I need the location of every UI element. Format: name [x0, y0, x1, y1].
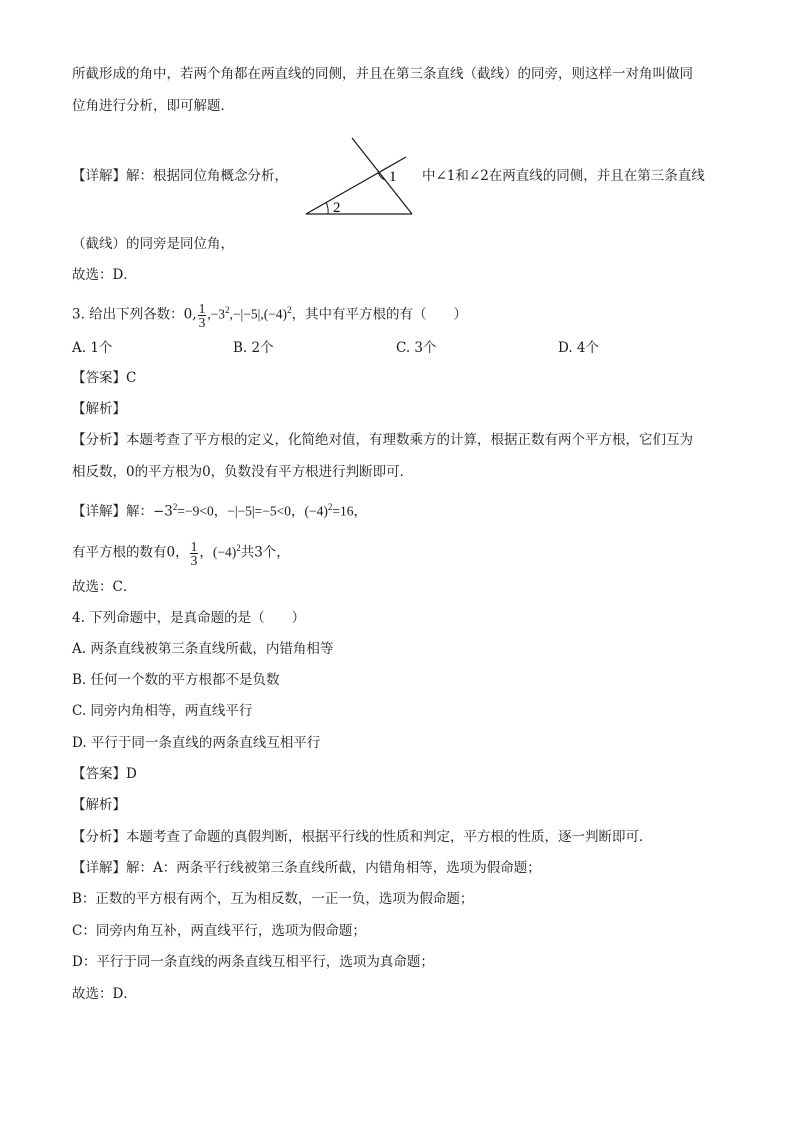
figure-transversal-line: [352, 138, 412, 214]
q3-frac-den: 3: [198, 314, 206, 330]
q3-detail2-mid: ，(−4): [199, 544, 237, 560]
q3-detail-b-sq: 2: [327, 502, 333, 512]
q3-detail2-den: 3: [190, 552, 198, 568]
figure-slant-line: [306, 157, 406, 214]
q4-option-a: A. 两条直线被第三条直线所截，内错角相等: [72, 641, 334, 657]
angle-2-label: 2: [333, 200, 341, 216]
q3-detail2-num: 1: [190, 538, 198, 554]
q3-detail-a-sq: 2: [172, 502, 178, 512]
q3-detail-line-2: [72, 538, 290, 567]
q3-frac-num: 1: [198, 300, 206, 316]
q3-stem-suffix: ，其中有平方根的有（ ）: [291, 306, 468, 323]
q3-stem-items: ,−3: [207, 306, 226, 322]
q4-detail-line-1: 【详解】解：A：两条平行线被第三条直线所截，内错角相等，选项为假命题；: [72, 860, 541, 876]
q4-answer: 【答案】D: [72, 766, 137, 782]
q2-choose: 故选：D．: [72, 267, 137, 283]
q3-detail-c: =16，: [332, 503, 367, 519]
q3-detail-a: 【详解】解：−3: [72, 503, 173, 520]
q4-option-c: C. 同旁内角相等，两直线平行: [72, 703, 253, 719]
q4-stem: 4. 下列命题中，是真命题的是（ ）: [72, 610, 306, 626]
q4-option-d: D. 平行于同一条直线的两条直线互相平行: [72, 735, 321, 751]
q3-detail-line-1: [72, 497, 367, 522]
angle-figure: [300, 132, 420, 220]
q3-detail2-fraction: [190, 540, 199, 567]
angle-2-arc: [326, 202, 328, 214]
q2-detail-suffix: 中∠1和∠2在两直线的同侧，并且在第三条直线: [422, 168, 705, 184]
q3-stem-abs: ,−|−5|,(−4): [229, 306, 288, 322]
q2-detail-prefix: 【详解】解：根据同位角概念分析，: [72, 168, 288, 184]
q3-stem-sq: 2: [225, 305, 230, 315]
q3-stem: [72, 300, 467, 329]
q4-detail-line-4: D：平行于同一条直线的两条直线互相平行，选项为真命题；: [72, 954, 434, 970]
q3-choose: 故选：C．: [72, 579, 137, 595]
q3-stem-prefix: 3. 给出下列各数：0,: [72, 306, 197, 323]
q3-answer: 【答案】C: [72, 370, 137, 386]
q3-detail-b: =−9<0，−|−5|=−5<0，(−4): [177, 503, 328, 519]
intro-line-1: 所截形成的角中，若两个角都在两直线的同侧，并且在第三条直线（截线）的同旁，则这样一对角叫做同: [72, 66, 693, 82]
q4-analysis: 【分析】本题考查了命题的真假判断，根据平行线的性质和判定，平方根的性质，逐一判断即可．: [72, 829, 653, 845]
q3-analysis-line-1: 【分析】本题考查了平方根的定义，化简绝对值，有理数乘方的计算，根据正数有两个平方根，它们互为: [72, 432, 693, 448]
q4-option-b: B. 任何一个数的平方根都不是负数: [72, 672, 280, 688]
q3-detail2-suffix: 共3个，: [240, 544, 290, 561]
q3-detail2-sq: 2: [236, 543, 241, 553]
q3-option-d: D. 4个: [558, 340, 600, 356]
q3-analysis-tag: 【解析】: [72, 401, 126, 417]
q3-option-c: C. 3个: [396, 340, 437, 356]
intro-line-2: 位角进行分析，即可解题．: [72, 98, 234, 114]
q3-option-a: A. 1个: [72, 340, 113, 356]
q3-analysis-line-2: 相反数，0的平方根为0，负数没有平方根进行判断即可．: [72, 464, 414, 480]
angle-1-label: 1: [389, 169, 397, 185]
q3-option-b: B. 2个: [233, 340, 274, 356]
q4-detail-line-3: C：同旁内角互补，两直线平行，选项为假命题；: [72, 923, 366, 939]
q4-detail-line-2: B：正数的平方根有两个，互为相反数，一正一负，选项为假命题；: [72, 891, 474, 907]
q3-fraction: [198, 302, 207, 329]
q4-choose: 故选：D．: [72, 986, 137, 1002]
q4-analysis-tag: 【解析】: [72, 797, 126, 813]
q3-detail2-prefix: 有平方根的数有0，: [72, 544, 189, 561]
q3-stem-sq2: 2: [287, 305, 292, 315]
q2-detail-line-2: （截线）的同旁是同位角，: [72, 236, 234, 252]
